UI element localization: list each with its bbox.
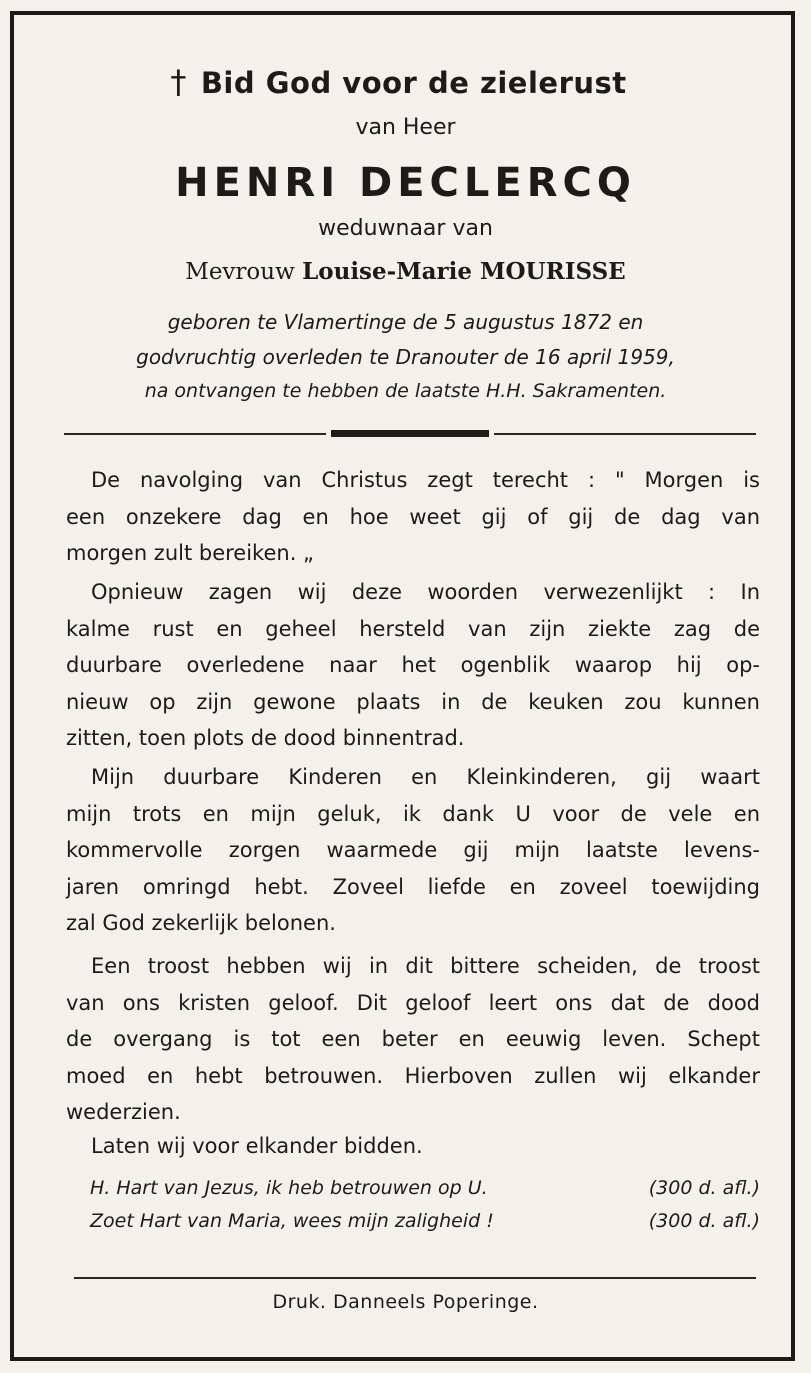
text-line: Een troost hebben wij in dit bittere scheiden, de troost xyxy=(91,954,760,978)
text-line: kalme rust en geheel hersteld van zijn ziekte zag de xyxy=(66,616,760,641)
text-line: kommervolle zorgen waarmede gij mijn laatste levens- xyxy=(66,838,760,862)
text-line: nieuw op zijn gewone plaats in de keuken zou kunnen xyxy=(66,689,760,714)
text-line: De navolging van Christus zegt terecht : " Morgen is xyxy=(91,468,760,492)
text-line: duurbare overledene naar het ogenblik waarop hij op- xyxy=(66,653,760,677)
divider-center xyxy=(331,430,489,437)
text-line: van ons kristen geloof. Dit geloof leert ons dat de dood xyxy=(66,990,760,1015)
text-line: de overgang is tot een beter en eeuwig leven. Schept xyxy=(66,1027,760,1051)
paragraph-3 xyxy=(66,759,760,942)
text-line: zitten, toen plots de dood binnentrad. xyxy=(66,726,465,750)
indulgence-note: (300 d. afl.) xyxy=(648,1210,760,1232)
prayer-text: Zoet Hart van Maria, wees mijn zaligheid ! xyxy=(90,1210,494,1232)
divider-left xyxy=(64,433,326,435)
text-line: Mijn duurbare Kinderen en Kleinkinderen, gij waart xyxy=(91,765,760,789)
paragraph-2 xyxy=(66,574,760,757)
spouse-name: Louise-Marie MOURISSE xyxy=(302,258,626,285)
spouse-prefix: Mevrouw xyxy=(185,259,303,285)
text-line: zal God zekerlijk belonen. xyxy=(66,911,336,935)
deceased-name: HENRI DECLERCQ xyxy=(175,160,636,206)
indulgence-note: (300 d. afl.) xyxy=(648,1177,760,1199)
paragraph-5 xyxy=(66,1128,760,1165)
paragraph-1 xyxy=(66,462,760,572)
relation-line: weduwnaar van xyxy=(318,216,493,241)
heading-text: Bid God voor de zielerust xyxy=(200,66,627,100)
prayer-heading xyxy=(0,63,811,101)
text-line: Opnieuw zagen wij deze woorden verwezenlijkt : In xyxy=(91,580,760,604)
divider-right xyxy=(494,433,756,435)
text-line: Laten wij voor elkander bidden. xyxy=(91,1134,423,1158)
printer-credit: Druk. Danneels Poperinge. xyxy=(272,1291,539,1313)
cross-icon: † xyxy=(170,63,187,101)
death-line: godvruchtig overleden te Dranouter de 16 april 1959, xyxy=(136,345,675,369)
sacraments-line: na ontvangen te hebben de laatste H.H. Sakramenten. xyxy=(144,380,667,402)
paragraph-4 xyxy=(66,948,760,1131)
prayer-text: H. Hart van Jezus, ik heb betrouwen op U. xyxy=(90,1177,488,1199)
spouse-line xyxy=(0,258,811,285)
title-line: van Heer xyxy=(355,115,456,140)
text-line: mijn trots en mijn geluk, ik dank U voor de vele en xyxy=(66,801,760,826)
text-line: jaren omringd hebt. Zoveel liefde en zoveel toewijding xyxy=(66,874,760,899)
text-line: moed en hebt betrouwen. Hierboven zullen wij elkander xyxy=(66,1063,760,1088)
text-line: wederzien. xyxy=(66,1100,181,1124)
footer-divider xyxy=(74,1277,756,1279)
birth-line: geboren te Vlamertinge de 5 augustus 1872 en xyxy=(167,310,644,334)
text-line: morgen zult bereiken. „ xyxy=(66,541,314,565)
text-line: een onzekere dag en hoe weet gij of gij de dag van xyxy=(66,504,760,529)
